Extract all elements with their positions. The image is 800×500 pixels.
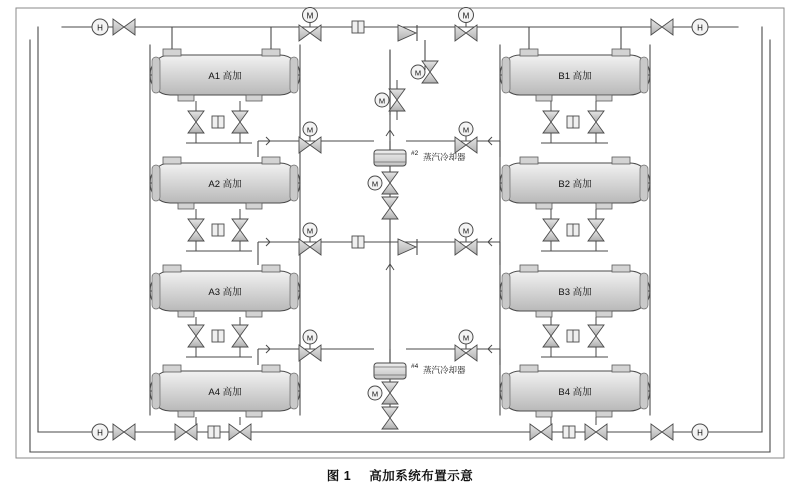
valve-cluster-B4[interactable] [530,417,607,440]
hand-symbol-label: H [97,428,103,438]
heater-B1[interactable] [500,49,650,101]
caption-number: 图 1 [326,469,352,483]
motor-symbol-label: M [306,125,314,135]
motor-valve-row2-left[interactable] [299,122,321,153]
valve-cluster-B2[interactable] [541,209,608,251]
valve-cluster-A1[interactable] [186,101,252,143]
hand-symbol-label: H [697,23,703,33]
steam-cooler-4[interactable] [374,363,466,379]
heater-label-A2: A2 高加 [208,179,242,190]
heater-label-B3: B3 高加 [558,287,592,298]
heater-label-B4: B4 高加 [558,387,592,398]
steam-cooler-2[interactable] [374,150,466,166]
heater-A3[interactable] [150,265,300,317]
motor-symbol-label: M [306,226,314,236]
hand-symbol-label: H [697,428,703,438]
valve-cluster-A3[interactable] [186,317,252,357]
heater-label-B2: B2 高加 [558,179,592,190]
heater-label-A3: A3 高加 [208,287,242,298]
valve-cluster-B1[interactable] [541,101,608,143]
hand-valve-bottom-left[interactable] [92,424,135,440]
heater-B3[interactable] [500,265,650,317]
heater-A1[interactable] [150,49,300,101]
check-valve-row3[interactable] [398,239,417,255]
hand-valve-top-left[interactable] [92,19,135,35]
motor-symbol-label: M [462,333,470,343]
motor-symbol-label: M [371,179,379,189]
motor-valve-row3-right[interactable] [455,223,477,255]
motor-valve-cooler2-drain[interactable] [368,172,398,219]
valve-cluster-A4[interactable] [175,417,251,440]
motor-symbol-label: M [306,333,314,343]
heater-A2[interactable] [150,157,300,209]
cooler-4-label: 蒸汽冷却器 [423,365,466,375]
orifice-top-1 [352,21,364,33]
motor-symbol-label: M [462,11,470,21]
motor-symbol-label: M [371,389,379,399]
heater-label-B1: B1 高加 [558,71,592,82]
orifice-row3 [352,236,364,248]
motor-symbol-label: M [462,125,470,135]
valve-cluster-B3[interactable] [541,317,608,357]
motor-valve-row4-right[interactable] [455,330,477,361]
hand-symbol-label: H [97,23,103,33]
motor-valve-top-2[interactable] [455,8,477,42]
caption-title: 高加系统布置示意 [369,469,474,483]
heater-B2[interactable] [500,157,650,209]
motor-valve-center-upper-a[interactable] [411,61,438,83]
motor-valve-row4-left[interactable] [299,330,321,361]
cooler-2-label: 蒸汽冷却器 [423,152,466,162]
motor-symbol-label: M [414,68,422,78]
heater-B4[interactable] [500,365,650,417]
heater-label-A4: A4 高加 [208,387,242,398]
motor-valve-top-1[interactable] [299,8,321,42]
cooler-2-sup: #2 [411,150,419,157]
motor-valve-row3-left[interactable] [299,223,321,255]
motor-symbol-label: M [378,96,386,106]
figure-caption [0,466,800,484]
cooler-4-sup: #4 [411,363,419,370]
motor-valve-cooler4-drain[interactable] [368,379,398,429]
valve-cluster-A2[interactable] [186,209,252,251]
motor-valve-row2-right[interactable] [455,122,477,153]
heater-label-A1: A1 高加 [208,71,242,82]
motor-symbol-label: M [306,11,314,21]
motor-symbol-label: M [462,226,470,236]
heater-A4[interactable] [150,365,300,417]
